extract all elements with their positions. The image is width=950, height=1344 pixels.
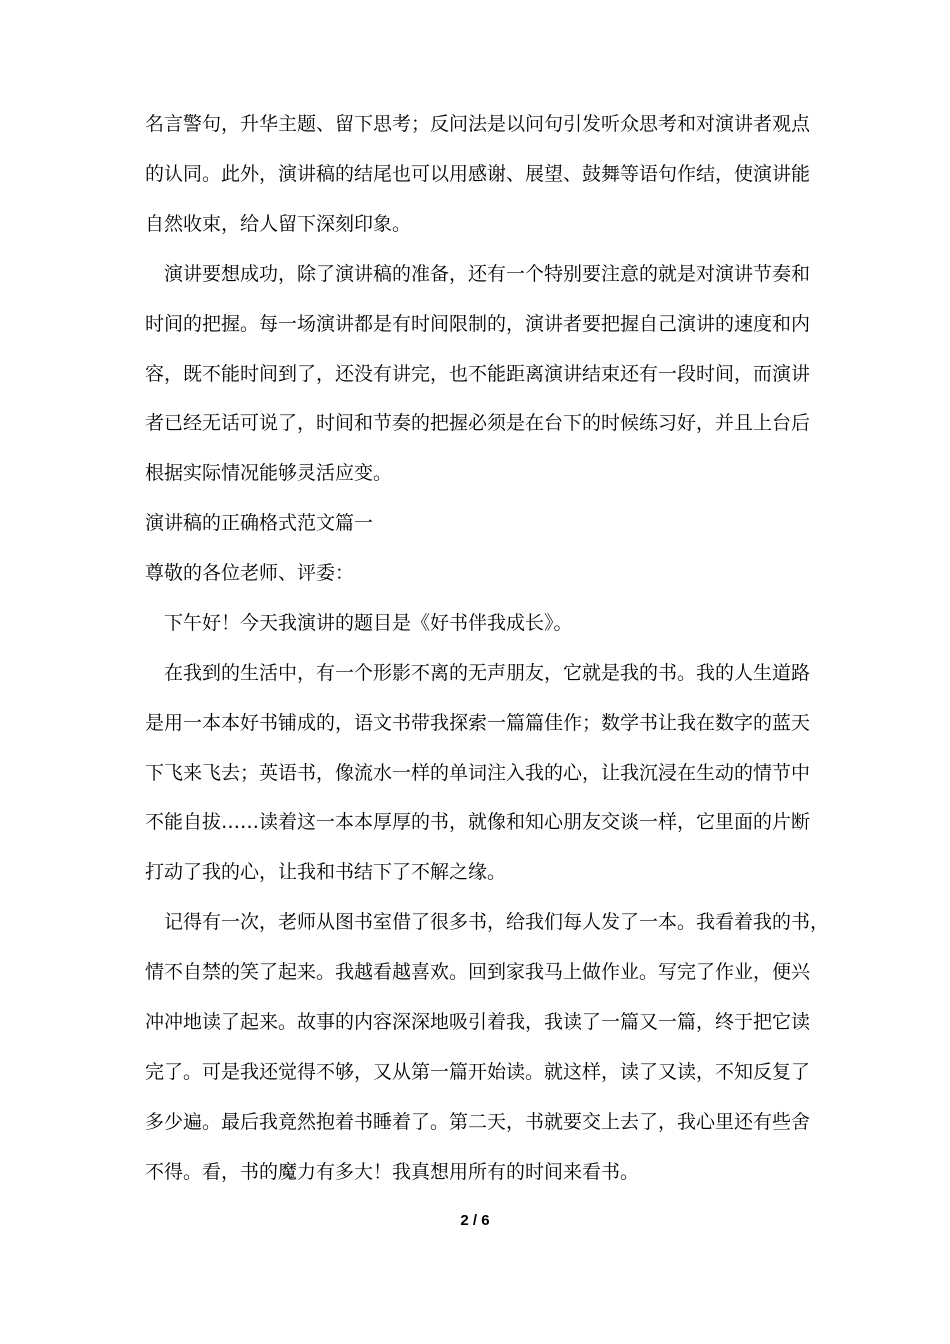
text-line: 不得。看，书的魔力有多大！我真想用所有的时间来看书。	[145, 1161, 640, 1183]
text-line: 多少遍。最后我竟然抱着书睡着了。第二天，书就要交上去了，我心里还有些舍	[145, 1111, 811, 1133]
section-heading: 演讲稿的正确格式范文篇一	[145, 512, 374, 534]
text-line: 不能自拔……读着这一本本厚厚的书，就像和知心朋友交谈一样，它里面的片断	[145, 811, 811, 833]
text-line: 下午好！今天我演讲的题目是《好书伴我成长》。	[145, 612, 573, 634]
text-line: 者已经无话可说了，时间和节奏的把握必须是在台下的时候练习好，并且上台后	[145, 412, 811, 434]
page-number: 2 / 6	[460, 1212, 490, 1229]
text-line: 的认同。此外，演讲稿的结尾也可以用感谢、展望、鼓舞等语句作结，使演讲能	[145, 163, 811, 185]
salutation: 尊敬的各位老师、评委：	[145, 562, 355, 584]
text-line: 下飞来飞去；英语书，像流水一样的单词注入我的心，让我沉浸在生动的情节中	[145, 762, 811, 784]
text-line: 是用一本本好书铺成的，语文书带我探索一篇篇佳作；数学书让我在数字的蓝天	[145, 712, 811, 734]
text-line: 时间的把握。每一场演讲都是有时间限制的，演讲者要把握自己演讲的速度和内	[145, 313, 811, 335]
text-line: 根据实际情况能够灵活应变。	[145, 462, 393, 484]
text-line: 记得有一次，老师从图书室借了很多书，给我们每人发了一本。我看着我的书，	[145, 911, 830, 933]
text-line: 名言警句，升华主题、留下思考；反问法是以问句引发听众思考和对演讲者观点	[145, 113, 811, 135]
text-line: 情不自禁的笑了起来。我越看越喜欢。回到家我马上做作业。写完了作业，便兴	[145, 961, 811, 983]
text-line: 打动了我的心，让我和书结下了不解之缘。	[145, 861, 507, 883]
text-line: 演讲要想成功，除了演讲稿的准备，还有一个特别要注意的就是对演讲节奏和	[145, 263, 811, 285]
text-line: 容，既不能时间到了，还没有讲完，也不能距离演讲结束还有一段时间，而演讲	[145, 363, 811, 385]
text-line: 冲冲地读了起来。故事的内容深深地吸引着我，我读了一篇又一篇，终于把它读	[145, 1011, 811, 1033]
text-line: 自然收束，给人留下深刻印象。	[145, 213, 412, 235]
text-line: 完了。可是我还觉得不够，又从第一篇开始读。就这样，读了又读，不知反复了	[145, 1061, 811, 1083]
text-line: 在我到的生活中，有一个形影不离的无声朋友，它就是我的书。我的人生道路	[145, 662, 811, 684]
